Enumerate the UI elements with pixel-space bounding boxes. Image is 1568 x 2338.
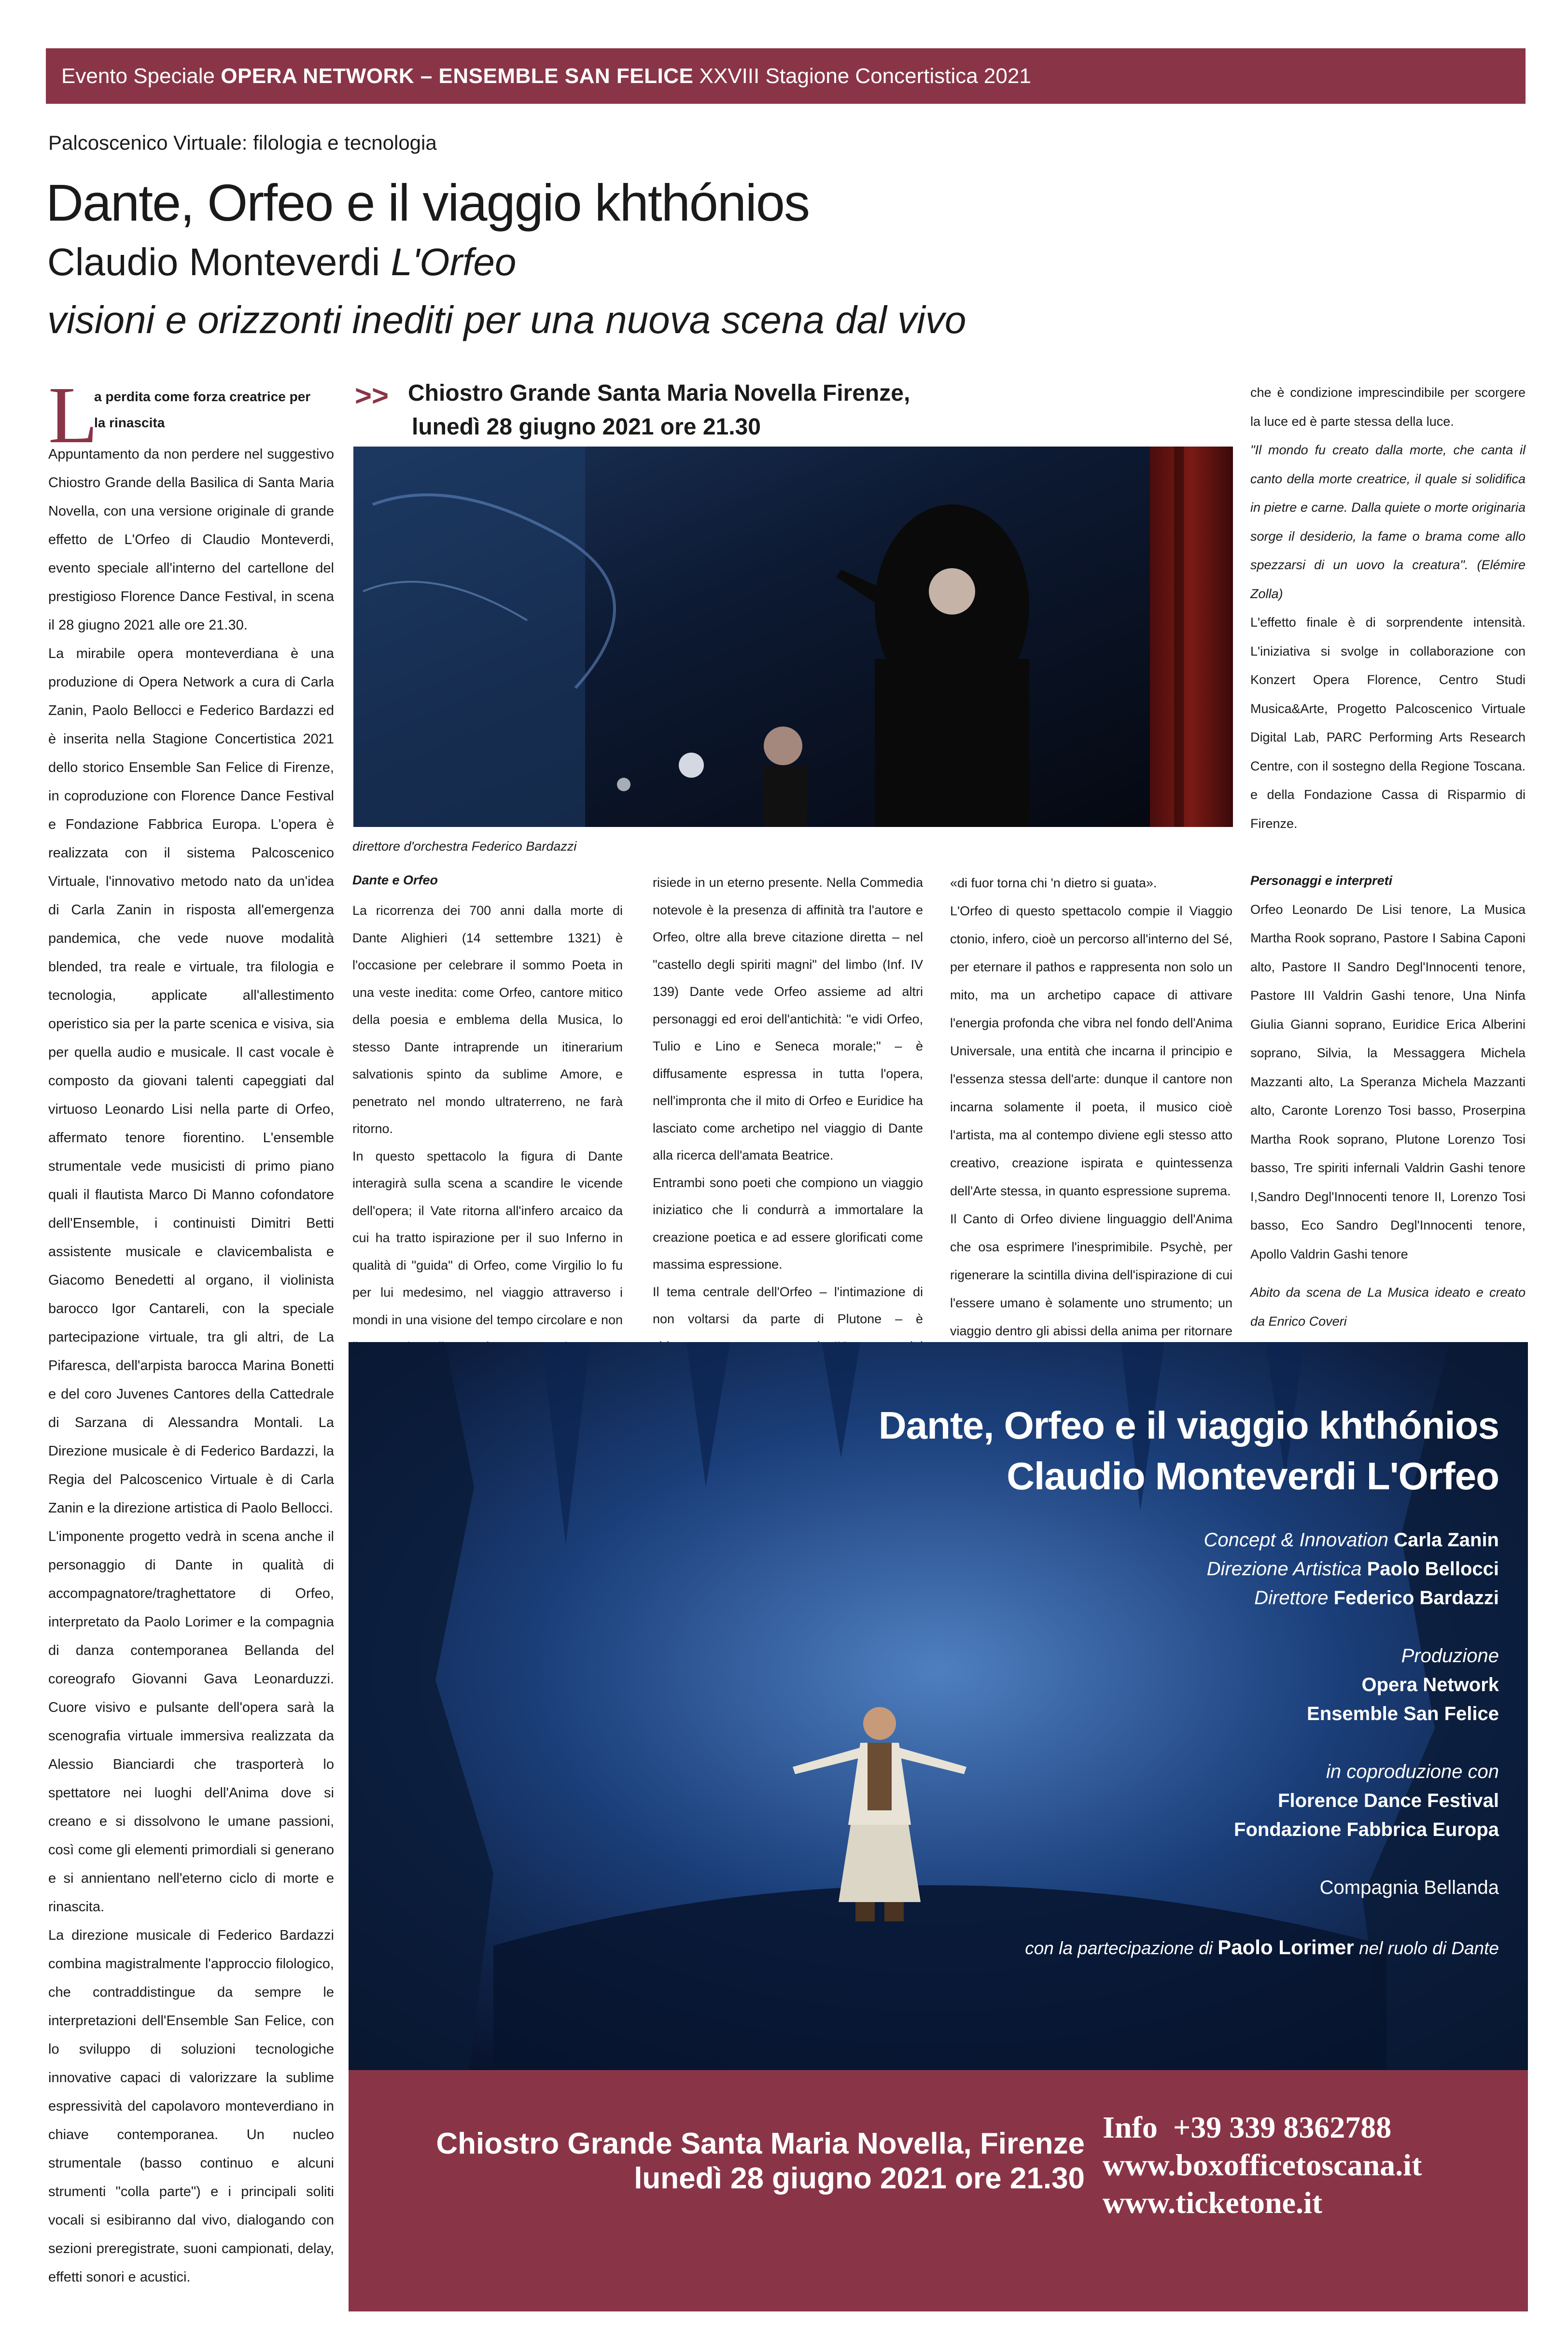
concept-name: Carla Zanin (1394, 1529, 1499, 1551)
paragraph: «di fuor torna chi 'n dietro si guata». (950, 876, 1157, 890)
coproduction-2-text: Fondazione Fabbrica Europa (1234, 1819, 1499, 1840)
ticket-info-box (349, 2070, 1528, 2311)
venue-heading (408, 377, 910, 444)
page-title: Dante, Orfeo e il viaggio khthónios (46, 173, 809, 232)
lorimer-name: Paolo Lorimer (1218, 1936, 1354, 1959)
paragraph: L'imponente progetto vedrà in scena anche il personaggio di Dante in qualità di accompagnatore/traghettatore di Orfeo, interpretato da Paolo Lorimer e la compagnia di danza contemporanea Bellanda del coreografo Giovanni Gava Leonarduzzi. Cuore visivo e pulsante dell'opera sarà la scenografia virtuale immersiva realizzata da Alessio Bianciardi che trasporterà lo spettatore nei luoghi dell'Anima dove si creano e si dissolvono le umane passioni, così come gli elementi primordiali si generano e si annientano nell'eterno ciclo di morte e rinascita. (48, 1529, 334, 1915)
coproduction-2 (879, 1815, 1499, 1844)
company: Compagnia Bellanda (1319, 1877, 1499, 1898)
ticketone-link[interactable]: www.ticketone.it (1103, 2185, 1323, 2220)
paragraph: In questo spettacolo la figura di Dante interagirà sulla scena a scandire le vicende dell'opera; il Vate ritorna all'infero arcaico da cui ha tratto ispirazione per il suo Inferno in qualità di "guida" di Orfeo, come Virgilio lo fu per lui medesimo, nel viaggio attraverso i mondi in una visione del tempo circolare e non (352, 1148, 623, 1327)
coproduction-label-text: in coproduzione con (1326, 1761, 1499, 1782)
production-1 (879, 1670, 1499, 1699)
production-2-text: Ensemble San Felice (1307, 1703, 1499, 1724)
photo-caption: direttore d'orchestra Federico Bardazzi (352, 839, 577, 854)
footer-venue-line1: Chiostro Grande Santa Maria Novella, Firenze (436, 2127, 1085, 2160)
coproduction-1 (879, 1786, 1499, 1815)
contact-info (1103, 2109, 1422, 2222)
article-column-2 (352, 897, 623, 1415)
article-column-4 (950, 869, 1232, 1373)
footer-venue (419, 2127, 1085, 2196)
paragraph: Entrambi sono poeti che compiono un viaggio iniziatico che li condurrà a immortalare la creazione poetica e ad essere glorificati come massima espressione. (653, 1175, 923, 1272)
subtitle-composer-name: Claudio Monteverdi (47, 240, 391, 283)
costume-credit: Abito da scena de La Musica ideato e creato da Enrico Coveri (1250, 1285, 1526, 1329)
paragraph: Appuntamento da non perdere nel suggestivo Chiostro Grande della Basilica di Santa Maria Novella, con una versione originale di grande effetto de L'Orfeo di Claudio Monteverdi, evento speciale all'interno del cartellone del prestigioso Florence Dance Festival, in scena il 28 giugno 2021 alle ore 21.30. (48, 447, 334, 633)
article-column-5 (1250, 378, 1526, 1365)
conductor-photo (353, 447, 1233, 827)
paragraph: L'Orfeo di questo spettacolo compie il Viaggio ctonio, infero, cioè un percorso all'interno del Sé, per eternare il pathos e rappresenta non solo un mito, ma un archetipo capace di attivare l'energia profonda che vibra nel fondo dell'Anima Universale, una entità che incarna il principio e l'essenza stessa dell'arte: dunque il cantore non incarna solamente il poeta, il musico cioè l'artista, ma al contempo diviene egli stesso atto creativo, creazione ispirata e quintessenza dell'Arte stessa, in quanto espressione suprema. (950, 904, 1232, 1198)
banner-bold: OPERA NETWORK – ENSEMBLE SAN FELICE (221, 64, 694, 88)
lorimer-pre: con la partecipazione di (1025, 1938, 1213, 1958)
footer-venue-line2: lunedì 28 giugno 2021 ore 21.30 (634, 2162, 1085, 2195)
boxoffice-link[interactable]: www.boxofficetoscana.it (1103, 2148, 1422, 2182)
production-1-text: Opera Network (1361, 1674, 1499, 1695)
article-heading: Dante e Orfeo (352, 873, 438, 887)
kicker: Palcoscenico Virtuale: filologia e tecnologia (48, 131, 437, 154)
banner-suffix: XXVIII Stagione Concertistica 2021 (699, 64, 1031, 88)
poster-credits (879, 1400, 1499, 1902)
lead-text: a perdita come forza creatrice per la rinascita (94, 389, 311, 430)
conductor-label: Direttore (1254, 1587, 1329, 1609)
phone-info: Info +39 339 8362788 (1103, 2110, 1392, 2144)
paragraph: Il tema centrale dell'Orfeo – l'intimazione di non voltarsi da parte di Plutone – è (653, 1284, 923, 1326)
production-2 (879, 1699, 1499, 1728)
drop-cap: L (48, 370, 98, 460)
paragraph: La ricorrenza dei 700 anni dalla morte di Dante Alighieri (14 settembre 1321) è l'occasione per celebrare il sommo Poeta in una veste inedita: come Orfeo, cantore mitico della poesia e emblema della Musica, lo stesso Dante intraprende un itinerarium salvationis spinto da sublime Amore, e penetrato nel mondo ultraterreno, ne farà ritorno. (352, 903, 623, 1136)
poster-title: Dante, Orfeo e il viaggio khthónios (878, 1404, 1499, 1447)
coproduction-1-text: Florence Dance Festival (1278, 1790, 1499, 1811)
quote: "Il mondo fu creato dalla morte, che canta il canto della morte creatrice, il quale si solidifica in pietre e carne. Dalla quiete o morte originaria sorge il desiderio, la fame o brama come allo spezzarsi di un uovo la creatura". (Elémire Zolla) (1250, 443, 1526, 601)
direction-credit (879, 1554, 1499, 1583)
subtitle-tagline: visioni e orizzonti inediti per una nuova scena dal vivo (47, 298, 966, 341)
lorimer-credit (1025, 1936, 1499, 1959)
direction-label: Direzione Artistica (1206, 1558, 1362, 1580)
production-label (879, 1641, 1499, 1670)
top-banner (46, 48, 1526, 104)
paragraph: che è condizione imprescindibile per scorgere la luce ed è parte stessa della luce. (1250, 385, 1526, 429)
venue-heading-line2: lunedì 28 giugno 2021 ore 21.30 (412, 414, 761, 440)
subtitle-composer (47, 239, 516, 285)
cast-heading: Personaggi e interpreti (1250, 873, 1393, 888)
concept-label: Concept & Innovation (1204, 1529, 1389, 1551)
banner-prefix: Evento Speciale (61, 64, 215, 88)
production-label-text: Produzione (1401, 1645, 1499, 1666)
chevron-right-icon: >> (355, 379, 389, 412)
concept-credit (879, 1526, 1499, 1554)
conductor-credit (879, 1583, 1499, 1612)
conductor-name: Federico Bardazzi (1333, 1587, 1499, 1609)
paragraph: La direzione musicale di Federico Bardazzi combina magistralmente l'approccio filologico, che contraddistingue da sempre le interpretazioni dell'Ensemble San Felice, con lo sviluppo di soluzioni tecnologiche innovative capaci di valorizzare la sublime espressività del capolavoro monteverdiano in chiave contemporanea. Un nucleo strumentale (basso continuo e alcuni strumenti "colla parte") e i principali soliti vocali si esibiranno dal vivo, dialogando con sezioni preregistrate, suoni campionati, delay, effetti sonori e acustici. (48, 1928, 334, 2285)
coproduction-label (879, 1757, 1499, 1786)
direction-name: Paolo Bellocci (1367, 1558, 1499, 1580)
paragraph: La mirabile opera monteverdiana è una produzione di Opera Network a cura di Carla Zanin, Paolo Bellocci e Federico Bardazzi ed è inserita nella Stagione Concertistica 2021 dello storico Ensemble San Felice di Firenze, in coproduzione con Florence Dance Festival e Fondazione Fabbrica Europa. L'opera è realizzata con il sistema Palcoscenico Virtuale, l'innovativo metodo nato da un'idea di Carla Zanin in risposta all'emergenza pandemica, che vede nuove modalità blended, tra reale e virtuale, tra filologia e tecnologia, applicate all'allestimento operistico sia per la parte scenica e visiva, sia per quella audio e musicale. Il cast vocale è composto da giovani talenti capeggiati dal virtuoso Leonardo Lisi nella parte di Orfeo, affermato tenore fiorentino. L'ensemble strumentale vede musicisti di primo piano quali il flautista Marco Di Manno cofondatore dell'Ensemble, i continuisti Dimitri Betti assistente musicale e clavicembalista e Giacomo Benedetti al organo, il violinista barocco Igor Cantareli, con la speciale partecipazione virtuale, tra gli altri, de La Pifaresca, dell'arpista barocca Marina Bonetti e del coro Juvenes Cantores della Cattedrale di Sarzana di Alessandra Montali. La Direzione musicale è di Federico Bardazzi, la Regia del Palcoscenico Virtuale è di Carla Zanin e la direzione artistica di Paolo Bellocci. (48, 646, 334, 1516)
paragraph: Il Canto di Orfeo diviene linguaggio dell'Anima che osa esprimere l'inesprimibile. Psychè, per rigenerare la scintilla divina dell'ispirazione di cui l'essere umano è solamente uno strumento; un viaggio dentro gli abissi della anima per ritornare (950, 1212, 1232, 1338)
paragraph: L'effetto finale è di sorprendente intensità. L'iniziativa si svolge in collaborazione con Konzert Opera Florence, Centro Studi Musica&Arte, Progetto Palcoscenico Virtuale Digital Lab, PARC Performing Arts Research Centre, con il sostegno della Regione Toscana. e della Fondazione Cassa di Risparmio di Firenze. (1250, 615, 1526, 831)
venue-heading-line1: Chiostro Grande Santa Maria Novella Firenze, (408, 380, 910, 406)
article-column-1 (48, 370, 334, 2292)
event-poster (349, 1342, 1528, 2070)
paragraph: risiede in un eterno presente. Nella Commedia notevole è la presenza di affinità tra l'autore e Orfeo, oltre alla breve citazione diretta – nel "castello degli spiriti magni" del limbo (Inf. IV 139) Dante vede Orfeo assieme ad altri personaggi ed eroi dell'antichità: "e vidi Orfeo, Tulio e Lino e Seneca morale;" – è diffusamente espressa in tutta l'opera, nell'impronta che il mito di Orfeo e Euridice ha lasciato come archetipo nel viaggio di Dante alla ricerca dell'amata Beatrice. (653, 875, 923, 1162)
poster-subtitle: Claudio Monteverdi L'Orfeo (1007, 1455, 1499, 1498)
subtitle-opera-name: L'Orfeo (391, 240, 517, 283)
cast-list: Orfeo Leonardo De Lisi tenore, La Musica Martha Rook soprano, Pastore I Sabina Caponi alto, Pastore II Sandro Degl'Innocenti tenore, Pastore III Valdrin Gashi tenore, Una Ninfa Giulia Gianni soprano, Euridice Erica Alberini soprano, Silvia, la Messaggera Michela Mazzanti alto, La Speranza Michela Mazzanti alto, Caronte Lorenzo Tosi basso, Proserpina Martha Rook soprano, Plutone Lorenzo Tosi basso, Tre spiriti infernali Valdrin Gashi tenore I,Sandro Degl'Innocenti tenore II, Lorenzo Tosi basso, Eco Sandro Degl'Innocenti tenore, Apollo Valdrin Gashi tenore (1250, 902, 1526, 1261)
lorimer-post: nel ruolo di Dante (1358, 1938, 1499, 1958)
